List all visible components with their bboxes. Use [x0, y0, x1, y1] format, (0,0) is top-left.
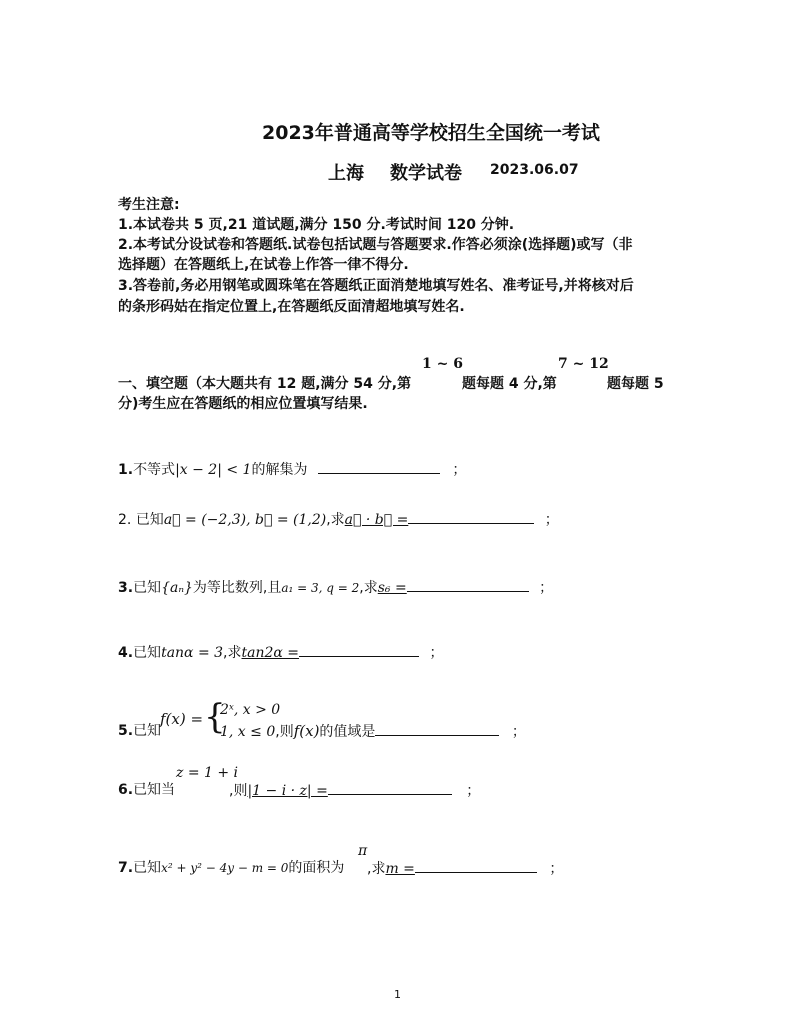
- question-number: 7.: [118, 860, 134, 876]
- question-text: 已知: [133, 860, 162, 876]
- exam-date: 2023.06.07: [490, 162, 579, 178]
- question-6-tail: [229, 779, 480, 800]
- answer-blank-6[interactable]: [328, 779, 452, 795]
- notice-item-2-line-1: 2.本考试分设试卷和答题纸.试卷包括试题与答题要求.作答必须涂(选择题)或写（非: [118, 237, 633, 253]
- semicolon: ；: [452, 462, 467, 478]
- answer-blank-4[interactable]: [299, 641, 419, 657]
- semicolon: ；: [511, 724, 526, 740]
- question-number: 1.: [118, 462, 134, 478]
- subtitle-exam: 数学试卷: [390, 163, 462, 184]
- question-5-tail: [220, 720, 526, 741]
- question-text: ,则: [275, 724, 294, 740]
- math-expression: a⃗ = (−2,3), b⃗ = (1,2): [163, 512, 327, 528]
- semicolon: ；: [466, 783, 481, 799]
- notice-item-3-line-1: 3.答卷前,务必用钢笔或圆珠笔在答题纸正面消楚地填写姓名、准考证号,并将核对后: [118, 278, 634, 294]
- question-text: ,则: [229, 783, 248, 799]
- notice-item-1: 1.本试卷共 5 页,21 道试题,满分 150 分.考试时间 120 分钟.: [118, 217, 515, 233]
- notice-item-3-line-2: 的条形码姑在指定位置上,在答题纸反面清超地填写姓名.: [118, 299, 465, 315]
- pi-symbol: π: [358, 843, 368, 859]
- math-expression: a₁ = 3, q = 2: [281, 581, 360, 595]
- semicolon: ；: [544, 512, 559, 528]
- section-range-2: 7 ~ 12: [558, 356, 609, 372]
- question-text: 不等式: [133, 462, 176, 478]
- piecewise-case-1: 2ˣ, x > 0: [220, 702, 281, 718]
- question-text: ,求: [367, 861, 386, 877]
- question-5-label: [118, 720, 161, 740]
- question-text: 已知当: [133, 782, 176, 798]
- question-text: 已知: [133, 645, 162, 661]
- question-number: 4.: [118, 645, 134, 661]
- question-3: [118, 576, 553, 597]
- question-number: 6.: [118, 782, 134, 798]
- question-number: 3.: [118, 580, 134, 596]
- question-text: ,求: [326, 512, 345, 528]
- brace-icon: {: [204, 697, 226, 737]
- math-expression: tanα = 3: [161, 645, 224, 661]
- page-title: 2023年普通高等学校招生全国统一考试: [262, 122, 600, 144]
- math-expression: a⃗ · b⃗ =: [344, 512, 409, 528]
- question-number: 2.: [118, 512, 132, 528]
- math-function-f: f(x) =: [160, 710, 204, 728]
- piecewise-case-2: 1, x ≤ 0: [220, 724, 276, 740]
- question-7: [118, 857, 344, 877]
- subtitle-region: 上海: [328, 163, 364, 184]
- answer-blank-3[interactable]: [407, 576, 529, 592]
- answer-blank-1[interactable]: [318, 458, 440, 474]
- section-heading-text-b: 题每题 4 分,第: [462, 376, 557, 392]
- semicolon: ；: [549, 861, 564, 877]
- answer-blank-2[interactable]: [408, 508, 534, 524]
- question-7-tail: [367, 857, 563, 878]
- question-text: ,求: [359, 580, 378, 596]
- semicolon: ；: [539, 580, 554, 596]
- math-expression: {aₙ}: [161, 580, 193, 596]
- math-expression: tan2α =: [241, 645, 300, 661]
- math-expression: s₆ =: [377, 580, 407, 596]
- page-number: 1: [394, 988, 401, 1001]
- question-1: [118, 458, 466, 479]
- math-expression: f(x): [293, 722, 320, 740]
- math-expression: x² + y² − 4y − m = 0: [161, 861, 289, 875]
- math-expression: m =: [385, 861, 415, 877]
- math-z-definition: z = 1 + i: [176, 765, 239, 781]
- notice-item-2-line-2: 选择题）在答题纸上,在试卷上作答一律不得分.: [118, 257, 409, 273]
- section-heading-text-c: 题每题 5: [607, 376, 664, 392]
- question-text: 的值域是: [319, 724, 376, 740]
- question-text: 的面积为: [288, 860, 345, 876]
- question-4: [118, 641, 443, 662]
- question-number: 5.: [118, 723, 134, 739]
- question-text: 已知: [135, 512, 164, 528]
- question-text: 已知: [133, 580, 162, 596]
- question-text: 已知: [133, 723, 162, 739]
- math-expression: |1 − i · z| =: [247, 783, 328, 799]
- math-expression: |x − 2| < 1: [175, 462, 252, 478]
- section-heading-text-a: 一、填空题（本大题共有 12 题,满分 54 分,第: [118, 376, 412, 392]
- question-6-label: [118, 779, 175, 799]
- question-text: ,求: [223, 645, 242, 661]
- answer-blank-7[interactable]: [415, 857, 537, 873]
- answer-blank-5[interactable]: [375, 720, 499, 736]
- question-text: 的解集为: [251, 462, 308, 478]
- question-text: 为等比数列,且: [192, 580, 282, 596]
- semicolon: ；: [429, 645, 444, 661]
- section-heading-line-2: 分)考生应在答题纸的相应位置填写结果.: [118, 396, 368, 412]
- question-2: [118, 508, 559, 529]
- notice-heading: 考生注意:: [118, 197, 180, 213]
- section-range-1: 1 ~ 6: [422, 356, 463, 372]
